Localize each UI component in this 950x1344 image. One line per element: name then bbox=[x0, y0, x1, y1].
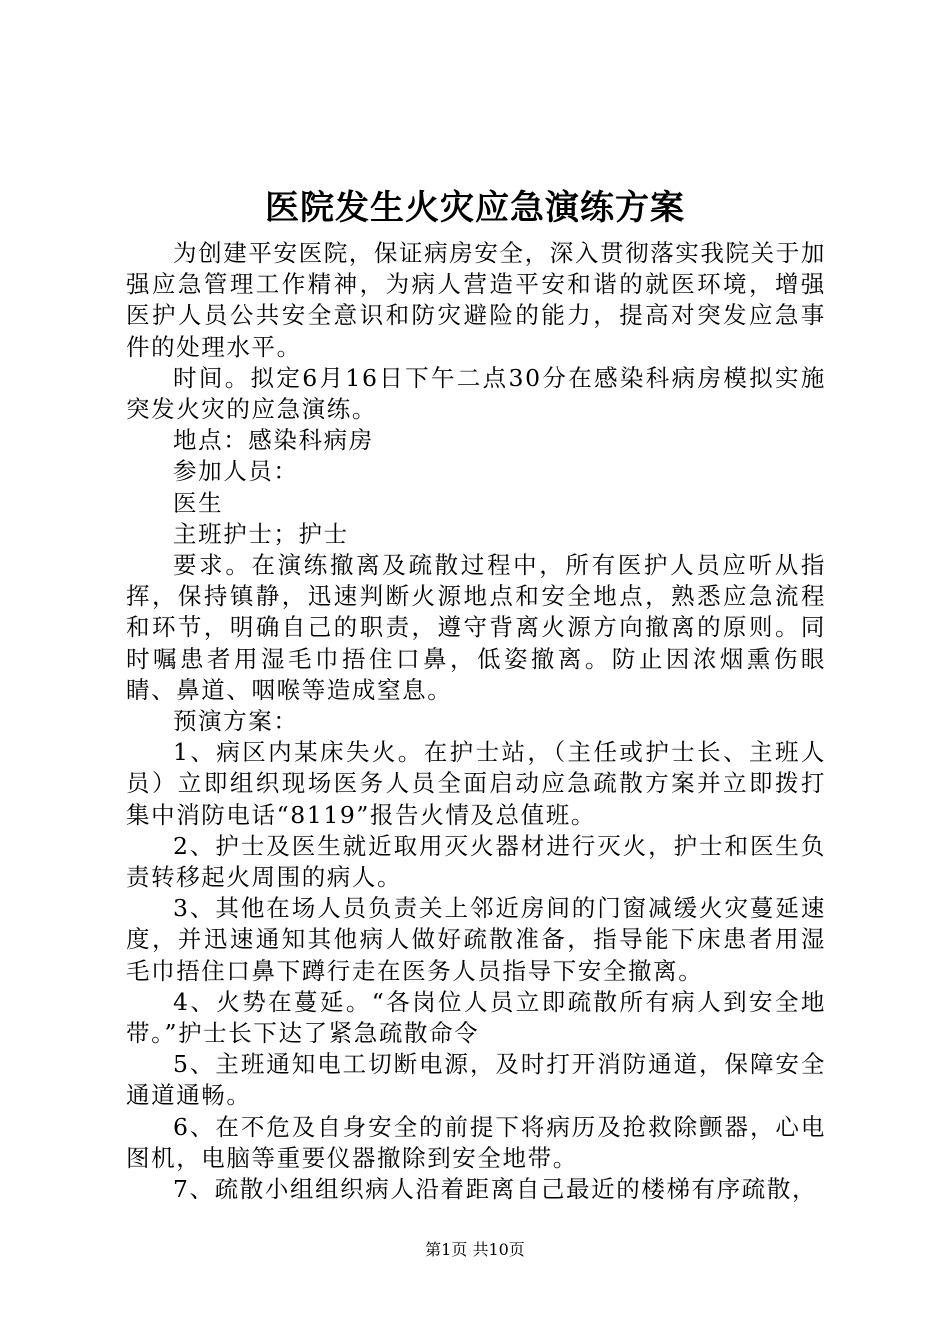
paragraph-time: 时间。拟定6月16日下午二点30分在感染科病房模拟实施突发火灾的应急演练。 bbox=[126, 363, 826, 424]
paragraph-intro: 为创建平安医院，保证病房安全，深入贯彻落实我院关于加强应急管理工作精神，为病人营造平安和谐的就医环境，增强医护人员公共安全意识和防灾避险的能力，提高对突发应急事件的处理水平。 bbox=[126, 239, 826, 361]
paragraph-location: 地点：感染科病房 bbox=[173, 426, 374, 455]
document-body bbox=[126, 238, 826, 1205]
paragraph-doctor: 医生 bbox=[173, 488, 224, 517]
paragraph-participants: 参加人员： bbox=[173, 457, 299, 486]
paragraph-step-6: 6、在不危及自身安全的前提下将病历及抢救除颤器，心电图机，电脑等重要仪器撤除到安全地带。 bbox=[126, 1112, 826, 1172]
paragraph-step-5: 5、主班通知电工切断电源，及时打开消防通道，保障安全通道通畅。 bbox=[126, 1050, 826, 1110]
paragraph-step-7: 7、疏散小组组织病人沿着距离自己最近的楼梯有序疏散， bbox=[173, 1175, 818, 1204]
paragraph-nurses: 主班护士；护士 bbox=[173, 519, 349, 548]
paragraph-plan-heading: 预演方案： bbox=[173, 707, 299, 736]
paragraph-step-3: 3、其他在场人员负责关上邻近房间的门窗减缓火灾蔓延速度，并迅速通知其他病人做好疏散准备，指导能下床患者用湿毛巾捂住口鼻下蹲行走在医务人员指导下安全撤离。 bbox=[126, 894, 826, 985]
paragraph-requirements: 要求。在演练撤离及疏散过程中，所有医护人员应听从指挥，保持镇静，迅速判断火源地点和安全地点，熟悉应急流程和环节，明确自己的职责，遵守背离火源方向撤离的原则。同时嘱患者用湿毛巾捂住口鼻，低姿撤离。防止因浓烟熏伤眼睛、鼻道、咽喉等造成窒息。 bbox=[126, 551, 826, 704]
paragraph-step-2: 2、护士及医生就近取用灭火器材进行灭火，护士和医生负责转移起火周围的病人。 bbox=[126, 831, 826, 892]
page-footer: 第1页 共10页 bbox=[425, 1240, 525, 1259]
paragraph-step-4: 4、火势在蔓延。“各岗位人员立即疏散所有病人到安全地带。”护士长下达了紧急疏散命令 bbox=[126, 987, 826, 1048]
document-title: 医院发生火灾应急演练方案 bbox=[265, 188, 685, 228]
paragraph-step-1: 1、病区内某床失火。在护士站，（主任或护士长、主班人员）立即组织现场医务人员全面启动应急疏散方案并立即拨打集中消防电话“8119”报告火情及总值班。 bbox=[126, 738, 826, 829]
